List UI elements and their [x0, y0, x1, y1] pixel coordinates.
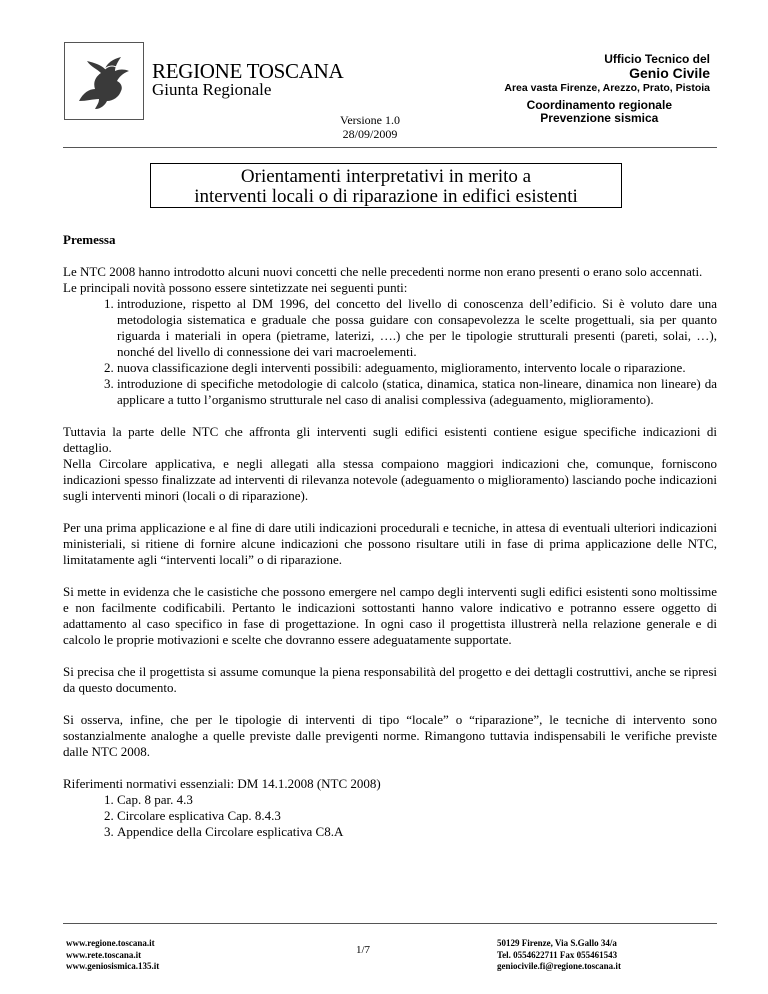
document-title — [150, 163, 622, 208]
phone-fax: Tel. 0554622711 Fax 055461543 — [497, 949, 618, 960]
paragraph: Si mette in evidenza che le casistiche che possono emergere nel campo degli interventi sugli edifici esistenti sono moltissime e non facilmente codificabili. Pertanto le indicazioni sottostanti hanno valore indicativo e potranno essere oggetto di adattamento al caso specifico in fase di progettazione. In ogni caso il progettista illustrerà nella relazione generale e di calcolo le proprie motivazioni e scelte che dovranno essere adeguatamente supportate. — [63, 584, 717, 647]
paragraph: Nella Circolare applicativa, e negli allegati alla stessa compaiono maggiori indicazioni che, comunque, forniscono indicazioni spesso finalizzate ad interventi di rilevanza notevole (adeguamento o miglioramento) lasciando poche indicazioni sugli interventi minori (locali o di riparazione). — [63, 456, 717, 503]
region-subtitle: Giunta Regionale — [152, 80, 272, 99]
footer-websites — [66, 938, 159, 973]
paragraph: Tuttavia la parte delle NTC che affronta gli interventi sugli edifici esistenti contiene esigue specifiche indicazioni di dettaglio. — [63, 424, 717, 455]
office-line2: Genio Civile — [629, 65, 710, 81]
paragraph: Per una prima applicazione e al fine di dare utili indicazioni procedurali e tecniche, in attesa di eventuali ulteriori indicazioni ministeriali, si ritiene di fornire alcune indicazioni che possono risultare utili in fase di prima applicazione delle NTC, limitatamente agli “interventi locali” o di riparazione. — [63, 520, 717, 567]
references-title: Riferimenti normativi essenziali: DM 14.1.2008 (NTC 2008) — [63, 776, 381, 791]
website-link[interactable]: www.rete.toscana.it — [66, 949, 142, 960]
header-divider — [63, 147, 717, 148]
paragraph: Si precisa che il progettista si assume comunque la piena responsabilità del progetto e dei dettagli costruttivi, anche se ripresi da questo documento. — [63, 664, 717, 695]
office-block — [504, 53, 710, 95]
email-link[interactable]: geniocivile.fi@regione.toscana.it — [497, 961, 621, 971]
version-date: 28/09/2009 — [342, 127, 398, 141]
pegasus-logo — [64, 42, 144, 120]
paragraph: Si osserva, infine, che per le tipologie di interventi di tipo “locale” o “riparazione”, le tecniche di intervento sono sostanzialmente analoghe a quelle previste dalle previgenti norme. Rimangono tuttavia indispensabili le verifiche previste dalle NTC 2008. — [63, 712, 717, 759]
website-link[interactable]: www.geniosismica.135.it — [66, 961, 160, 971]
version-block — [330, 113, 410, 141]
website-link[interactable]: www.regione.toscana.it — [66, 938, 155, 948]
region-name: REGIONE TOSCANA — [152, 59, 344, 83]
list-item: 3. introduzione di specifiche metodologie di calcolo (statica, dinamica, statica non-lineare, dinamica non lineare) da applicare a tutto l’organismo strutturale nel caso di analisi complessiva (adeguamento, miglioramento). — [117, 376, 717, 408]
novelty-list — [63, 296, 717, 408]
coordination-block — [527, 99, 672, 125]
list-item: 1. Cap. 8 par. 4.3 — [117, 792, 717, 808]
list-item: 3. Appendice della Circolare esplicativa C8.A — [117, 824, 717, 840]
footer-divider — [63, 923, 717, 924]
coord-line2: Prevenzione sismica — [540, 111, 659, 125]
coord-line1: Coordinamento regionale — [526, 98, 672, 112]
title-line1: Orientamenti interpretativi in merito a — [240, 166, 532, 187]
footer-contacts — [497, 938, 621, 973]
list-item: 2. Circolare esplicativa Cap. 8.4.3 — [117, 808, 717, 824]
list-item: 1. introduzione, rispetto al DM 1996, del concetto del livello di conoscenza dell’edificio. Si è voluto dare una metodologia sistematica e graduale che possa guidare con consapevolezza le scelte progettuali, sia per quanto riguarda i materiali in opera (pietrame, laterizi, ….) che per le tipologie strutturali presenti (pareti, solai, …), nonché del livello di connessione dei vari macroelementi. — [117, 296, 717, 360]
title-line2: interventi locali o di riparazione in edifici esistenti — [194, 186, 578, 207]
paragraph: Le NTC 2008 hanno introdotto alcuni nuovi concetti che nelle precedenti norme non erano presenti o erano solo accennati. — [63, 264, 703, 279]
office-line3: Area vasta Firenze, Arezzo, Prato, Pistoia — [504, 82, 710, 94]
page-number: 1/7 — [356, 944, 371, 956]
paragraph: Le principali novità possono essere sintetizzate nei seguenti punti: — [63, 280, 408, 295]
document-body — [63, 232, 717, 840]
references-list — [63, 792, 717, 840]
version-label: Versione 1.0 — [340, 113, 400, 127]
section-heading: Premessa — [63, 232, 116, 247]
list-item: 2. nuova classificazione degli interventi possibili: adeguamento, miglioramento, intervento locale o riparazione. — [117, 360, 717, 376]
address: 50129 Firenze, Via S.Gallo 34/a — [497, 938, 617, 948]
office-line1: Ufficio Tecnico del — [604, 52, 710, 66]
pegasus-icon — [65, 43, 143, 119]
